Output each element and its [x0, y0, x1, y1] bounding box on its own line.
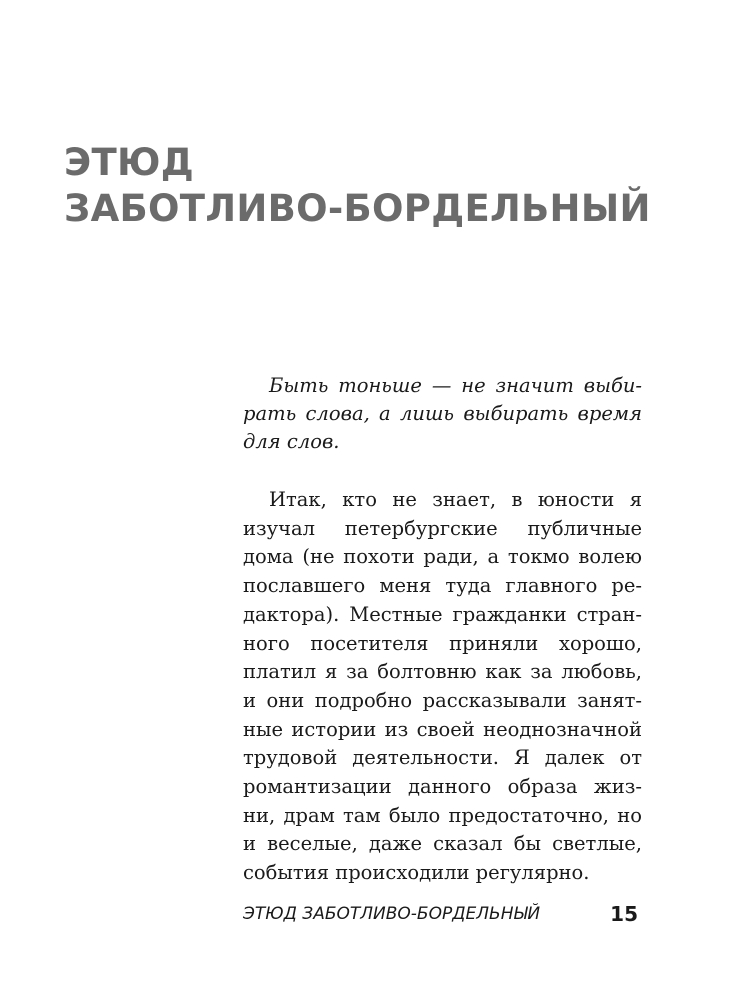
text-line: дактора). Местные гражданки стран- — [243, 602, 642, 626]
page-footer — [243, 904, 642, 934]
chapter-title — [64, 140, 651, 232]
page-number: 15 — [610, 902, 638, 926]
epigraph-line: для слов. — [243, 430, 340, 453]
body-paragraph — [243, 486, 642, 888]
text-line: трудовой деятельности. Я далек от — [243, 746, 642, 770]
chapter-title-line-1: ЭТЮД — [64, 141, 194, 184]
text-line: ни, драм там было предостаточно, но — [243, 803, 642, 827]
text-line: изучал петербургские публичные — [243, 516, 642, 540]
text-line: дома (не похоти ради, а токмо волею — [243, 545, 642, 569]
text-line: пославшего меня туда главного ре- — [243, 574, 642, 598]
running-head: ЭТЮД ЗАБОТЛИВО-БОРДЕЛЬНЫЙ — [243, 904, 541, 924]
text-line: и они подробно рассказывали занят- — [243, 688, 642, 712]
epigraph-line: рать слова, а лишь выбирать время — [243, 402, 642, 425]
epigraph-line: Быть тоньше — не значит выби- — [269, 374, 642, 397]
text-line: романтизации данного образа жиз- — [243, 775, 642, 799]
text-line: ного посетителя приняли хорошо, — [243, 631, 642, 655]
chapter-title-line-2: ЗАБОТЛИВО-БОРДЕЛЬНЫЙ — [64, 187, 651, 230]
text-line: события происходили регулярно. — [243, 861, 590, 885]
text-line: и веселые, даже сказал бы светлые, — [243, 832, 642, 856]
epigraph — [243, 372, 642, 456]
text-line: платил я за болтовню как за любовь, — [243, 660, 642, 684]
text-line: Итак, кто не знает, в юности я — [269, 488, 642, 511]
text-line: ные истории из своей неоднозначной — [243, 717, 642, 741]
